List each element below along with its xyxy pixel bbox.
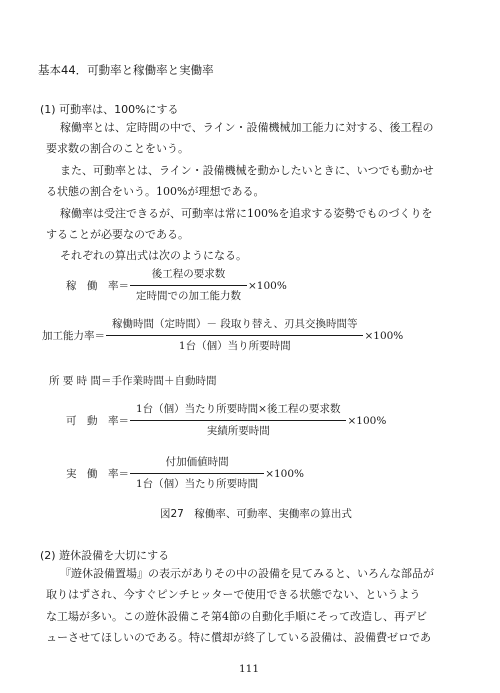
fraction-numerator: 稼働時間（定時間）－ 段取り替え、刃具交換時間等 (112, 318, 358, 330)
paragraph-5-line-3: な工場が多い。この遊休設備こそ第4節の自動化手順にそって改造し、再デビ (46, 609, 427, 623)
paragraph-3-cont (46, 224, 189, 246)
paragraph-1-cont (46, 138, 189, 160)
paragraph-2-cont (46, 181, 264, 203)
formula-label: 加工能力率＝ (42, 330, 105, 342)
paragraph-3-line-1: 稼働率は受注できるが、可動率は常に100%を追求する姿勢でものづくりを (60, 207, 433, 220)
fraction (130, 267, 247, 304)
formula-label: 実 働 率＝ (66, 468, 129, 480)
fraction-bar (130, 420, 346, 421)
formula-label: 稼 働 率＝ (66, 280, 129, 292)
fraction-bar (130, 473, 264, 474)
fraction-denominator: 1台（個）当り所要時間 (178, 340, 291, 352)
paragraph-4: それぞれの算出式は次のようになる。 (60, 249, 247, 262)
page-title: 基本44．可動率と稼働率と実働率 (38, 63, 214, 77)
formula-suffix: ×100% (248, 279, 287, 292)
fraction-bar (106, 335, 363, 336)
formula-required-time: 所 要 時 間＝手作業時間＋自動時間 (49, 375, 217, 387)
fraction-numerator: 後工程の要求数 (151, 268, 226, 280)
fraction (106, 317, 363, 354)
paragraph-2 (60, 160, 434, 182)
paragraph-5-line-4: ューさせてほしいのである。特に償却が終了している設備は、設備費ゼロであ (46, 631, 431, 644)
fraction-bar (130, 285, 247, 286)
paragraph-2-line-1: また、可動率とは、ライン・設備機械を動かしたいときに、いつでも動かせ (60, 164, 434, 177)
formula-processing-capacity-rate (42, 317, 403, 354)
paragraph-5 (60, 563, 434, 585)
formula-availability-rate (66, 402, 386, 439)
fraction-numerator: 1台（個）当たり所要時間×後工程の要求数 (136, 403, 341, 415)
paragraph-5-line-1: 『遊休設備置場』の表示がありその中の設備を見てみると、いろんな部品が (60, 567, 434, 580)
fraction-denominator: 1台（個）当たり所要時間 (136, 478, 259, 490)
paragraph-3 (60, 203, 432, 225)
formula-actual-operation-rate (66, 455, 304, 492)
section-heading-2: (2) 遊休設備を大切にする (40, 549, 170, 562)
paragraph-3-line-2: することが必要なのである。 (46, 228, 189, 241)
fraction (130, 402, 346, 439)
fraction (130, 455, 264, 492)
formula-suffix: ×100% (364, 329, 404, 342)
section-heading-1: (1) 可動率は、100%にする (40, 103, 179, 116)
paragraph-5-cont (46, 584, 431, 649)
paragraph-1 (60, 117, 433, 139)
paragraph-1-line-1: 稼働率とは、定時間の中で、ライン・設備機械加工能力に対する、後工程の (60, 121, 434, 134)
page-number: 111 (239, 663, 260, 675)
fraction-denominator: 定時間での加工能力数 (136, 290, 241, 302)
figure-caption: 図27 稼働率、可動率、実働率の算出式 (160, 508, 352, 520)
fraction-numerator: 付加価値時間 (165, 456, 229, 468)
paragraph-1-line-2: 要求数の割合のことをいう。 (46, 142, 189, 155)
paragraph-5-line-2: 取りはずされ、今すぐピンチヒッターで使用できる状態でない、というよう (46, 588, 421, 601)
fraction-denominator: 実績所要時間 (206, 425, 270, 437)
paragraph-2-line-2: る状態の割合をいう。100%が理想である。 (46, 185, 265, 198)
formula-suffix: ×100% (265, 467, 305, 480)
formula-operating-rate (66, 267, 287, 304)
formula-label: 可 動 率＝ (66, 415, 129, 427)
formula-suffix: ×100% (347, 414, 387, 427)
